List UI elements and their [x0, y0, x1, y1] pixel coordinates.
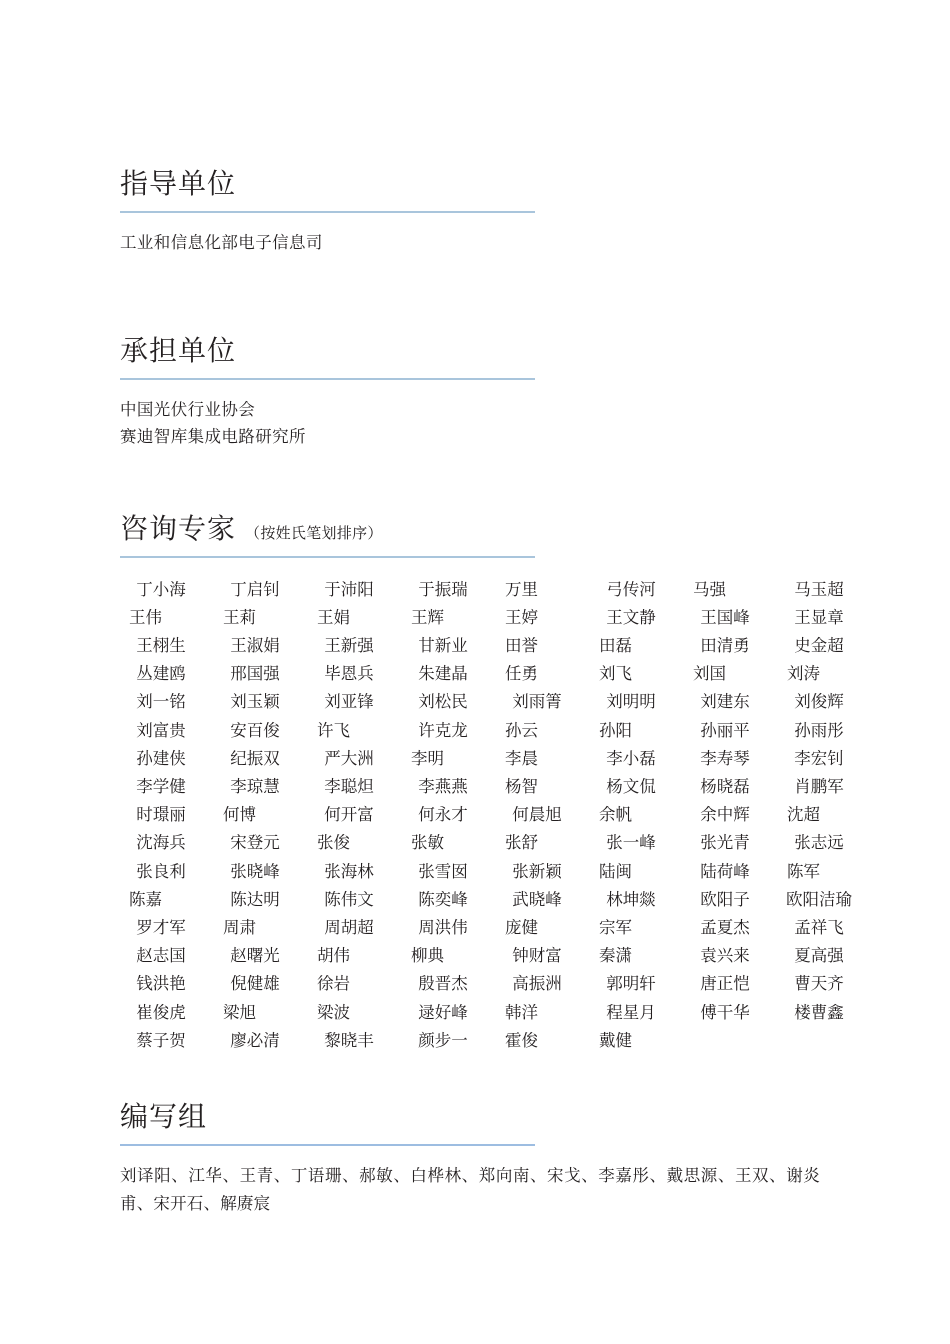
page-content	[120, 168, 852, 1219]
expert-name: 马强	[693, 580, 726, 599]
section-writers-rule	[120, 1144, 535, 1146]
expert-name: 杨晓磊	[700, 778, 750, 797]
expert-name: 程星月	[606, 1003, 656, 1022]
expert-name: 毕恩兵	[324, 665, 374, 684]
section-undertaking-header	[120, 335, 820, 367]
undertaking-line-1: 赛迪智库集成电路研究所	[120, 427, 306, 446]
expert-name: 曹天齐	[794, 975, 844, 994]
expert-name: 夏高强	[794, 947, 844, 966]
expert-name: 张雪囡	[418, 862, 468, 881]
expert-name: 陈军	[787, 862, 820, 881]
expert-name: 庞健	[505, 918, 538, 937]
section-guidance-body	[120, 230, 820, 257]
expert-name: 刘俊辉	[794, 693, 844, 712]
expert-name: 李学健	[136, 778, 186, 797]
expert-name: 李明	[411, 749, 444, 768]
expert-name: 张俊	[317, 834, 350, 853]
expert-name: 钟财富	[512, 947, 562, 966]
expert-name: 沈超	[787, 806, 820, 825]
expert-name: 马玉超	[794, 580, 844, 599]
expert-name: 孙云	[505, 721, 538, 740]
expert-name: 欧阳子	[700, 890, 750, 909]
expert-name: 朱建晶	[418, 665, 468, 684]
expert-name: 楼曹鑫	[794, 1003, 844, 1022]
expert-name: 王栩生	[136, 637, 186, 656]
expert-name: 陆荷峰	[700, 862, 750, 881]
expert-name: 任勇	[505, 665, 538, 684]
expert-name: 孙雨彤	[794, 721, 844, 740]
expert-name: 田誉	[505, 637, 538, 656]
expert-name: 廖必清	[230, 1031, 280, 1050]
expert-name: 杨文侃	[606, 778, 656, 797]
expert-name: 王文静	[606, 608, 656, 627]
expert-name: 许飞	[317, 721, 350, 740]
expert-name: 李聪炟	[324, 778, 374, 797]
section-experts-title: 咨询专家	[120, 512, 237, 544]
guidance-line-0: 工业和信息化部电子信息司	[120, 234, 323, 253]
expert-name: 刘涛	[787, 665, 820, 684]
expert-name: 于振瑞	[418, 580, 468, 599]
expert-name: 陈达明	[230, 890, 280, 909]
expert-name: 赵曙光	[230, 947, 280, 966]
expert-name: 严大洲	[324, 749, 374, 768]
spacer-after-undertaking	[120, 451, 820, 513]
expert-name: 陈嘉	[129, 890, 162, 909]
expert-name: 陈奕峰	[418, 890, 468, 909]
expert-name: 梁波	[317, 1003, 350, 1022]
expert-name: 甘新业	[418, 637, 468, 656]
expert-name: 张光青	[700, 834, 750, 853]
expert-name: 何晨旭	[512, 806, 562, 825]
expert-name: 刘国	[693, 665, 726, 684]
expert-name: 颜步一	[418, 1031, 468, 1050]
expert-name: 王显章	[794, 608, 844, 627]
expert-name: 罗才军	[136, 918, 186, 937]
section-undertaking	[120, 335, 820, 451]
expert-name: 王娟	[317, 608, 350, 627]
expert-name: 欧阳洁瑜	[786, 890, 852, 909]
expert-name: 陆闽	[599, 862, 632, 881]
expert-name: 高振洲	[512, 975, 562, 994]
section-experts-note: （按姓氏笔划排序）	[245, 524, 383, 542]
expert-name: 王辉	[411, 608, 444, 627]
expert-name: 丁小海	[136, 580, 186, 599]
expert-name: 王婷	[505, 608, 538, 627]
expert-name: 戴健	[599, 1031, 632, 1050]
section-guidance-header	[120, 168, 820, 200]
expert-name: 柳典	[411, 947, 444, 966]
expert-name: 丛建鸥	[136, 665, 186, 684]
expert-name: 孙阳	[599, 721, 632, 740]
expert-name: 肖鹏军	[794, 778, 844, 797]
section-undertaking-title: 承担单位	[120, 334, 237, 366]
expert-name: 刘飞	[599, 665, 632, 684]
expert-name: 梁旭	[223, 1003, 256, 1022]
section-guidance-title: 指导单位	[120, 168, 237, 199]
expert-name: 崔俊虎	[136, 1003, 186, 1022]
expert-name: 林坤燚	[606, 890, 656, 909]
undertaking-line-0: 中国光伏行业协会	[120, 401, 256, 420]
expert-name: 李宏钊	[794, 749, 844, 768]
expert-name: 刘松民	[418, 693, 468, 712]
expert-name: 何博	[223, 806, 256, 825]
expert-name: 田磊	[599, 637, 632, 656]
expert-name: 李寿琴	[700, 749, 750, 768]
expert-name: 邢国强	[230, 665, 280, 684]
expert-name: 李琼慧	[230, 778, 280, 797]
section-writers-header	[120, 1101, 820, 1133]
expert-name: 王莉	[223, 608, 256, 627]
expert-name: 秦潇	[599, 947, 632, 966]
expert-name: 黎晓丰	[324, 1031, 374, 1050]
expert-name: 丁启钊	[230, 580, 280, 599]
expert-name: 周洪伟	[418, 918, 468, 937]
expert-name: 胡伟	[317, 947, 350, 966]
expert-name: 刘雨箐	[512, 693, 562, 712]
expert-name: 刘亚锋	[324, 693, 374, 712]
expert-name: 何永才	[418, 806, 468, 825]
expert-name: 史金超	[794, 637, 844, 656]
section-guidance	[120, 168, 820, 257]
spacer-after-experts	[120, 1055, 820, 1101]
expert-name: 孟夏杰	[700, 918, 750, 937]
expert-name: 何开富	[324, 806, 374, 825]
section-experts-header	[120, 513, 820, 545]
expert-name: 周胡超	[324, 918, 374, 937]
expert-name: 许克龙	[418, 721, 468, 740]
section-experts	[120, 512, 852, 1055]
expert-name: 张新颖	[512, 862, 562, 881]
expert-name: 张敏	[411, 834, 444, 853]
expert-name: 李小磊	[606, 749, 656, 768]
expert-name: 逯好峰	[418, 1003, 468, 1022]
section-undertaking-body	[120, 397, 820, 450]
expert-name: 张晓峰	[230, 862, 280, 881]
expert-name: 蔡子贺	[136, 1031, 186, 1050]
section-experts-rule	[120, 556, 535, 558]
writers-paragraph: 刘译阳、江华、王青、丁语珊、郝敏、白桦林、郑向南、宋戈、李嘉彤、戴思源、王双、谢炎甫、宋开石、解赓宸	[120, 1167, 820, 1214]
expert-name: 赵志国	[136, 947, 186, 966]
expert-name: 李晨	[505, 749, 538, 768]
expert-name: 郭明轩	[606, 975, 656, 994]
expert-name: 李燕燕	[418, 778, 468, 797]
expert-name: 宗军	[599, 918, 632, 937]
section-writers-title: 编写组	[120, 1100, 208, 1132]
expert-name: 宋登元	[230, 834, 280, 853]
expert-name: 杨智	[505, 778, 538, 797]
expert-name: 唐正恺	[700, 975, 750, 994]
expert-name: 王国峰	[700, 608, 750, 627]
expert-name: 弓传河	[606, 580, 656, 599]
expert-name: 韩洋	[505, 1003, 538, 1022]
expert-name: 余中辉	[700, 806, 750, 825]
expert-name: 孙建侠	[136, 749, 186, 768]
expert-name: 周肃	[223, 918, 256, 937]
expert-name: 万里	[505, 580, 538, 599]
expert-name: 倪健雄	[230, 975, 280, 994]
expert-name: 张良利	[136, 862, 186, 881]
expert-name: 刘富贵	[136, 721, 186, 740]
expert-name: 沈海兵	[136, 834, 186, 853]
expert-name: 孟祥飞	[794, 918, 844, 937]
expert-name: 张海林	[324, 862, 374, 881]
expert-name: 张志远	[794, 834, 844, 853]
expert-name: 殷晋杰	[418, 975, 468, 994]
expert-name: 傅干华	[700, 1003, 750, 1022]
expert-name: 于沛阳	[324, 580, 374, 599]
expert-name: 孙丽平	[700, 721, 750, 740]
expert-name: 陈伟文	[324, 890, 374, 909]
expert-name: 时璟丽	[136, 806, 186, 825]
expert-name: 张舒	[505, 834, 538, 853]
expert-name: 刘明明	[606, 693, 656, 712]
section-guidance-rule	[120, 211, 535, 213]
expert-name: 袁兴来	[700, 947, 750, 966]
expert-name: 刘一铭	[136, 693, 186, 712]
expert-name: 徐岩	[317, 975, 350, 994]
expert-name: 安百俊	[230, 721, 280, 740]
expert-name: 余帆	[599, 806, 632, 825]
expert-name: 纪振双	[230, 749, 280, 768]
expert-name: 王新强	[324, 637, 374, 656]
expert-name: 王淑娟	[230, 637, 280, 656]
section-undertaking-rule	[120, 378, 535, 380]
expert-name: 刘玉颖	[230, 693, 280, 712]
expert-name: 张一峰	[606, 834, 656, 853]
expert-name: 钱洪艳	[136, 975, 186, 994]
experts-name-grid	[120, 576, 852, 1055]
expert-name: 王伟	[129, 608, 162, 627]
spacer-after-guidance	[120, 257, 820, 335]
expert-name: 霍俊	[505, 1031, 538, 1050]
section-writers	[120, 1101, 820, 1219]
expert-name: 武晓峰	[512, 890, 562, 909]
expert-name: 刘建东	[700, 693, 750, 712]
expert-name: 田清勇	[700, 637, 750, 656]
